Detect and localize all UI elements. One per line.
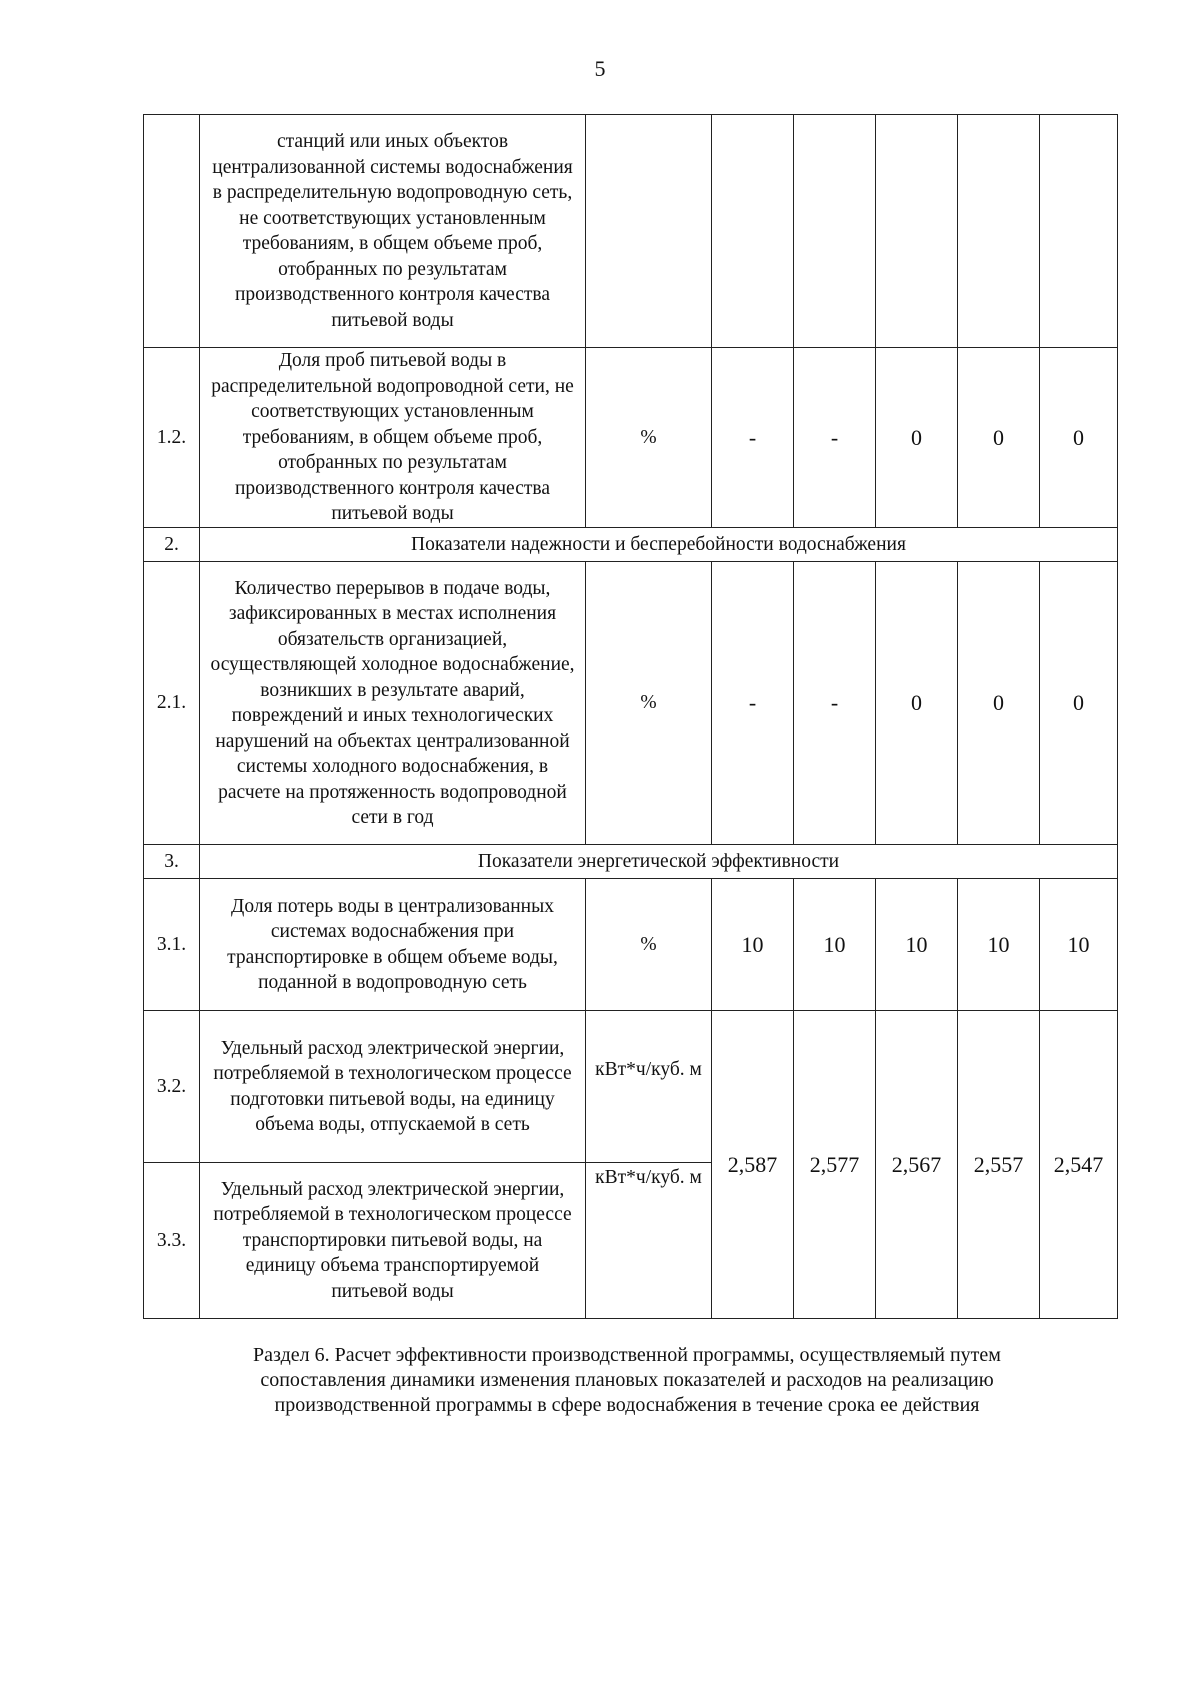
unit-cell: кВт*ч/куб. м — [586, 1163, 712, 1319]
table-row — [144, 115, 1118, 348]
indicator-name: Удельный расход электрической энергии, потребляемой в технологическом процессе подготовки питьевой воды, на единицу объема воды, отпускаемой в сеть — [200, 1011, 586, 1163]
table-row — [144, 348, 1118, 528]
section-number: 2. — [144, 528, 200, 562]
section-title: Показатели энергетической эффективности — [200, 845, 1118, 879]
value-cell: 10 — [794, 879, 876, 1011]
section-caption: Раздел 6. Расчет эффективности производственной программы, осуществляемый путем сопоставления динамики изменения плановых показателей и расходов на реализацию производственной программы в сфере водоснабжения в течение срока ее действия — [253, 1344, 1001, 1416]
merged-value-cell: 2,577 — [794, 1011, 876, 1319]
indicator-name: Количество перерывов в подаче воды, зафиксированных в местах исполнения обязательств организацией, осуществляющей холодное водоснабжение, возникших в результате аварий, повреждений и иных технологических нарушений на объектах централизованной системы холодного водоснабжения, в расчете на протяженность водопроводной сети в год — [200, 562, 586, 845]
section-row — [144, 528, 1118, 562]
table-row — [144, 562, 1118, 845]
value-cell: 0 — [958, 348, 1040, 528]
value-cell: - — [712, 348, 794, 528]
row-number: 3.3. — [144, 1163, 200, 1319]
indicator-name: Доля потерь воды в централизованных системах водоснабжения при транспортировке в общем объеме воды, поданной в водопроводную сеть — [200, 879, 586, 1011]
value-cell — [1040, 115, 1118, 348]
unit-cell: % — [586, 562, 712, 845]
merged-value-cell: 2,567 — [876, 1011, 958, 1319]
table-row — [144, 1011, 1118, 1163]
page-number: 5 — [594, 56, 606, 81]
value-cell: - — [712, 562, 794, 845]
merged-value-cell: 2,557 — [958, 1011, 1040, 1319]
value-cell: 10 — [712, 879, 794, 1011]
table-row — [144, 879, 1118, 1011]
row-number: 3.2. — [144, 1011, 200, 1163]
value-cell: 10 — [1040, 879, 1118, 1011]
indicators-table — [143, 114, 1118, 1319]
row-number — [144, 115, 200, 348]
indicator-name: Доля проб питьевой воды в распределительной водопроводной сети, не соответствующих установленным требованиям, в общем объеме проб, отобранных по результатам производственного контроля качества питьевой воды — [200, 348, 586, 528]
value-cell: 0 — [876, 562, 958, 845]
value-cell: 10 — [876, 879, 958, 1011]
value-cell: 0 — [876, 348, 958, 528]
value-cell: - — [794, 562, 876, 845]
unit-cell — [586, 115, 712, 348]
value-cell: 0 — [958, 562, 1040, 845]
value-cell: 0 — [1040, 562, 1118, 845]
value-cell — [958, 115, 1040, 348]
section-number: 3. — [144, 845, 200, 879]
merged-value-cell: 2,587 — [712, 1011, 794, 1319]
indicator-name: станций или иных объектов централизованной системы водоснабжения в распределительную водопроводную сеть, не соответствующих установленным требованиям, в общем объеме проб, отобранных по результатам производственного контроля качества питьевой воды — [200, 115, 586, 348]
section-row — [144, 845, 1118, 879]
unit-cell: кВт*ч/куб. м — [586, 1011, 712, 1163]
value-cell: - — [794, 348, 876, 528]
row-number: 1.2. — [144, 348, 200, 528]
unit-cell: % — [586, 348, 712, 528]
value-cell — [876, 115, 958, 348]
row-number: 2.1. — [144, 562, 200, 845]
merged-value-cell: 2,547 — [1040, 1011, 1118, 1319]
section-title: Показатели надежности и бесперебойности водоснабжения — [200, 528, 1118, 562]
unit-cell: % — [586, 879, 712, 1011]
row-number: 3.1. — [144, 879, 200, 1011]
value-cell: 10 — [958, 879, 1040, 1011]
value-cell — [712, 115, 794, 348]
indicator-name: Удельный расход электрической энергии, потребляемой в технологическом процессе транспортировки питьевой воды, на единицу объема транспортируемой питьевой воды — [200, 1163, 586, 1319]
value-cell — [794, 115, 876, 348]
value-cell: 0 — [1040, 348, 1118, 528]
